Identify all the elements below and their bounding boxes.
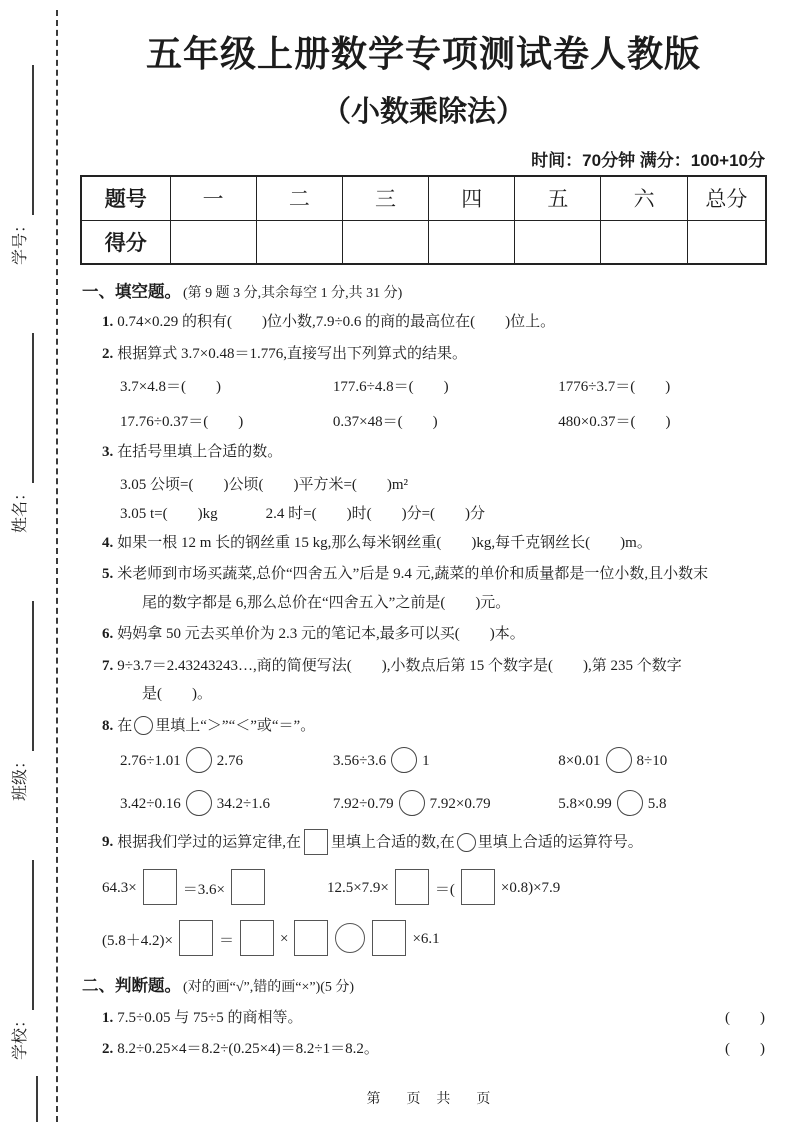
answer-box: [179, 920, 213, 956]
right-expression: 8÷10: [636, 752, 668, 769]
question-9-equation-row-1: [102, 869, 767, 908]
question-5: [102, 563, 767, 614]
question-3-line-1: 3.05 公顷=( )公顷( )平方米=( )m²: [120, 476, 409, 493]
question-1: [102, 311, 767, 334]
comparison-circle-icon: [617, 790, 643, 816]
comparison-circle-icon: [186, 790, 212, 816]
question-text: 里填上合适的运算符号。: [477, 834, 643, 851]
score-header-cell: 题号: [81, 176, 170, 220]
question-text: 米老师到市场买蔬菜,总价“四舍五入”后是 9.4 元,蔬菜的单价和质量都是一位小数,且小数末: [117, 566, 709, 582]
left-expression: 7.92÷0.79: [332, 795, 394, 812]
question-text: 在: [117, 717, 133, 734]
operator-circle-icon: [335, 923, 365, 953]
equation-segment: 64.3×: [102, 880, 137, 896]
page-subtitle: （小数乘除法）: [321, 96, 525, 128]
right-expression: 34.2÷1.6: [216, 795, 270, 812]
student-id-blank-line: [14, 65, 34, 215]
question-text: 在括号里填上合适的数。: [117, 444, 283, 460]
question-text: 如果一根 12 m 长的钢丝重 15 kg,那么每米钢丝重( )kg,每千克钢丝长( )m。: [117, 534, 652, 551]
left-expression: 5.8×0.99: [558, 795, 612, 812]
comparison-item: [333, 747, 558, 776]
judgment-statement: [102, 1037, 379, 1058]
answer-box: [294, 920, 328, 956]
question-2-equations: [120, 375, 767, 431]
judgment-answer-blank: ( ): [725, 1041, 765, 1057]
school-label: 学校：: [12, 1011, 29, 1060]
score-header-cell: 六: [601, 176, 687, 220]
page-title: 五年级上册数学专项测试卷人教版: [145, 33, 701, 74]
dashed-cut-line: [56, 10, 58, 1122]
score-cell: [515, 220, 601, 264]
equation-segment: 12.5×7.9×: [326, 880, 389, 896]
unit-conversion: 2.4 时=( )时( )分=( )分: [265, 505, 486, 522]
judgment-statement: [102, 1006, 302, 1027]
question-9: [102, 829, 767, 857]
score-table: [80, 175, 767, 265]
school-field: [8, 860, 34, 1060]
equation: 0.37×48＝( ): [332, 414, 438, 430]
judgment-2: [102, 1037, 767, 1058]
comparison-item: [120, 747, 333, 776]
comparison-circle-icon: [186, 747, 212, 773]
equation: 480×0.37＝( ): [558, 414, 671, 430]
left-expression: 2.76÷1.01: [120, 752, 181, 769]
question-7: [102, 655, 767, 706]
question-6: [102, 623, 767, 646]
question-number: 1.: [102, 314, 114, 330]
section-1-note: (第 9 题 3 分,其余每空 1 分,共 31 分): [183, 286, 403, 301]
class-blank-line: [14, 601, 34, 751]
equation: 3.7×4.8＝( ): [120, 379, 221, 395]
comparison-item: [558, 747, 767, 776]
section-1-title: 一、填空题。: [82, 282, 181, 301]
question-text: 8.2÷0.25×4＝8.2÷(0.25×4)＝8.2÷1＝8.2。: [117, 1041, 379, 1057]
left-expression: 3.42÷0.16: [120, 795, 181, 812]
question-text: 7.5÷0.05 与 75÷5 的商相等。: [117, 1010, 303, 1026]
circle-blank-icon: [134, 716, 153, 735]
equation: 177.6÷4.8＝( ): [332, 379, 449, 395]
answer-box: [143, 869, 177, 905]
equation-segment: ×0.8)×7.9: [500, 880, 561, 896]
right-expression: 1: [422, 752, 430, 769]
question-number: 5.: [102, 566, 114, 582]
question-2: [102, 343, 767, 366]
section-2-header: [82, 972, 767, 996]
equation: 1776÷3.7＝( ): [558, 379, 671, 395]
right-expression: 5.8: [647, 795, 667, 812]
question-text: 里填上合适的数,在: [331, 834, 455, 851]
answer-box: [461, 869, 495, 905]
section-2-title: 二、判断题。: [82, 976, 181, 995]
score-cell: [342, 220, 428, 264]
unit-conversion: 3.05 t=( )kg: [120, 505, 218, 522]
question-4: [102, 532, 767, 555]
score-cell: [429, 220, 515, 264]
judgment-1: [102, 1006, 767, 1027]
class-label: 班级：: [12, 752, 29, 801]
question-9-equation-row-2: [102, 920, 767, 959]
score-header-cell: 三: [342, 176, 428, 220]
question-number: 7.: [102, 657, 114, 674]
question-number: 8.: [102, 717, 114, 734]
question-3-line-2: [120, 502, 767, 523]
score-header-cell: 一: [170, 176, 256, 220]
score-cell: [687, 220, 766, 264]
question-text: 根据我们学过的运算定律,在: [117, 834, 302, 851]
question-7-continuation: 是( )。: [142, 686, 212, 702]
left-expression: 8×0.01: [558, 752, 601, 769]
question-number: 4.: [102, 534, 114, 551]
question-text: 根据算式 3.7×0.48＝1.776,直接写出下列算式的结果。: [117, 345, 467, 362]
student-name-label: 姓名：: [12, 484, 29, 533]
score-cell: [256, 220, 342, 264]
question-text: 0.74×0.29 的积有( )位小数,7.9÷0.6 的商的最高位在( )位上。: [117, 314, 556, 330]
equation-segment: ＝(: [434, 882, 455, 898]
student-name-blank-line: [14, 333, 34, 483]
score-cell: [601, 220, 687, 264]
score-header-cell: 二: [256, 176, 342, 220]
question-3: [102, 441, 767, 464]
student-id-field: [8, 65, 34, 265]
comparison-circle-icon: [399, 790, 425, 816]
score-header-cell: 五: [515, 176, 601, 220]
binding-margin: [0, 0, 70, 1122]
right-expression: 7.92×0.79: [429, 795, 491, 812]
comparison-item: [333, 790, 558, 819]
circle-blank-icon: [457, 833, 476, 852]
question-number: 9.: [102, 834, 114, 851]
section-2-note: (对的画“√”,错的画“×”)(5 分): [183, 980, 355, 995]
answer-box: [395, 869, 429, 905]
square-blank-icon: [304, 829, 328, 855]
score-header-cell: 四: [429, 176, 515, 220]
question-number: 1.: [102, 1010, 114, 1026]
question-number: 3.: [102, 444, 114, 460]
question-text: 里填上“＞”“＜”或“＝”。: [155, 717, 316, 734]
equation-segment: ×6.1: [412, 931, 440, 947]
paper-content: [70, 0, 793, 1122]
question-number: 2.: [102, 1041, 114, 1057]
comparison-item: [120, 790, 333, 819]
class-field: [8, 601, 34, 801]
question-5-continuation: 尾的数字都是 6,那么总价在“四舍五入”之前是( )元。: [142, 594, 511, 611]
score-row-label: 得分: [81, 220, 170, 264]
comparison-circle-icon: [606, 747, 632, 773]
question-8: [102, 715, 767, 738]
answer-box: [231, 869, 265, 905]
equation-segment: (5.8＋4.2)×: [102, 933, 173, 949]
score-header-cell: 总分: [687, 176, 766, 220]
equation: 17.76÷0.37＝( ): [120, 414, 244, 430]
left-expression: 3.56÷3.6: [332, 752, 387, 769]
answer-box: [240, 920, 274, 956]
question-text: 妈妈拿 50 元去买单价为 2.3 元的笔记本,最多可以买( )本。: [117, 626, 525, 642]
equation-segment: ＝3.6×: [182, 882, 225, 898]
question-number: 2.: [102, 345, 114, 362]
exam-info: 时间：70分钟 满分：100+10分: [531, 151, 765, 170]
question-text: 9÷3.7＝2.43243243…,商的简便写法( ),小数点后第 15 个数字是( ),第 235 个数字: [117, 657, 682, 674]
question-8-comparisons: [120, 747, 767, 819]
student-name-field: [8, 333, 34, 533]
equation-segment: ×: [279, 931, 289, 947]
page-footer: 第 页 共 页: [366, 1090, 497, 1106]
judgment-answer-blank: ( ): [725, 1010, 765, 1026]
equation-segment: ＝: [218, 933, 234, 949]
right-expression: 2.76: [216, 752, 243, 769]
margin-bottom-line: [36, 1076, 38, 1122]
score-cell: [170, 220, 256, 264]
answer-box: [372, 920, 406, 956]
comparison-circle-icon: [391, 747, 417, 773]
school-blank-line: [14, 860, 34, 1010]
score-table-score-row: [81, 220, 766, 264]
score-table-header-row: [81, 176, 766, 220]
student-id-label: 学号：: [12, 216, 29, 265]
comparison-item: [558, 790, 767, 819]
section-1-header: [82, 278, 767, 302]
question-number: 6.: [102, 626, 114, 642]
